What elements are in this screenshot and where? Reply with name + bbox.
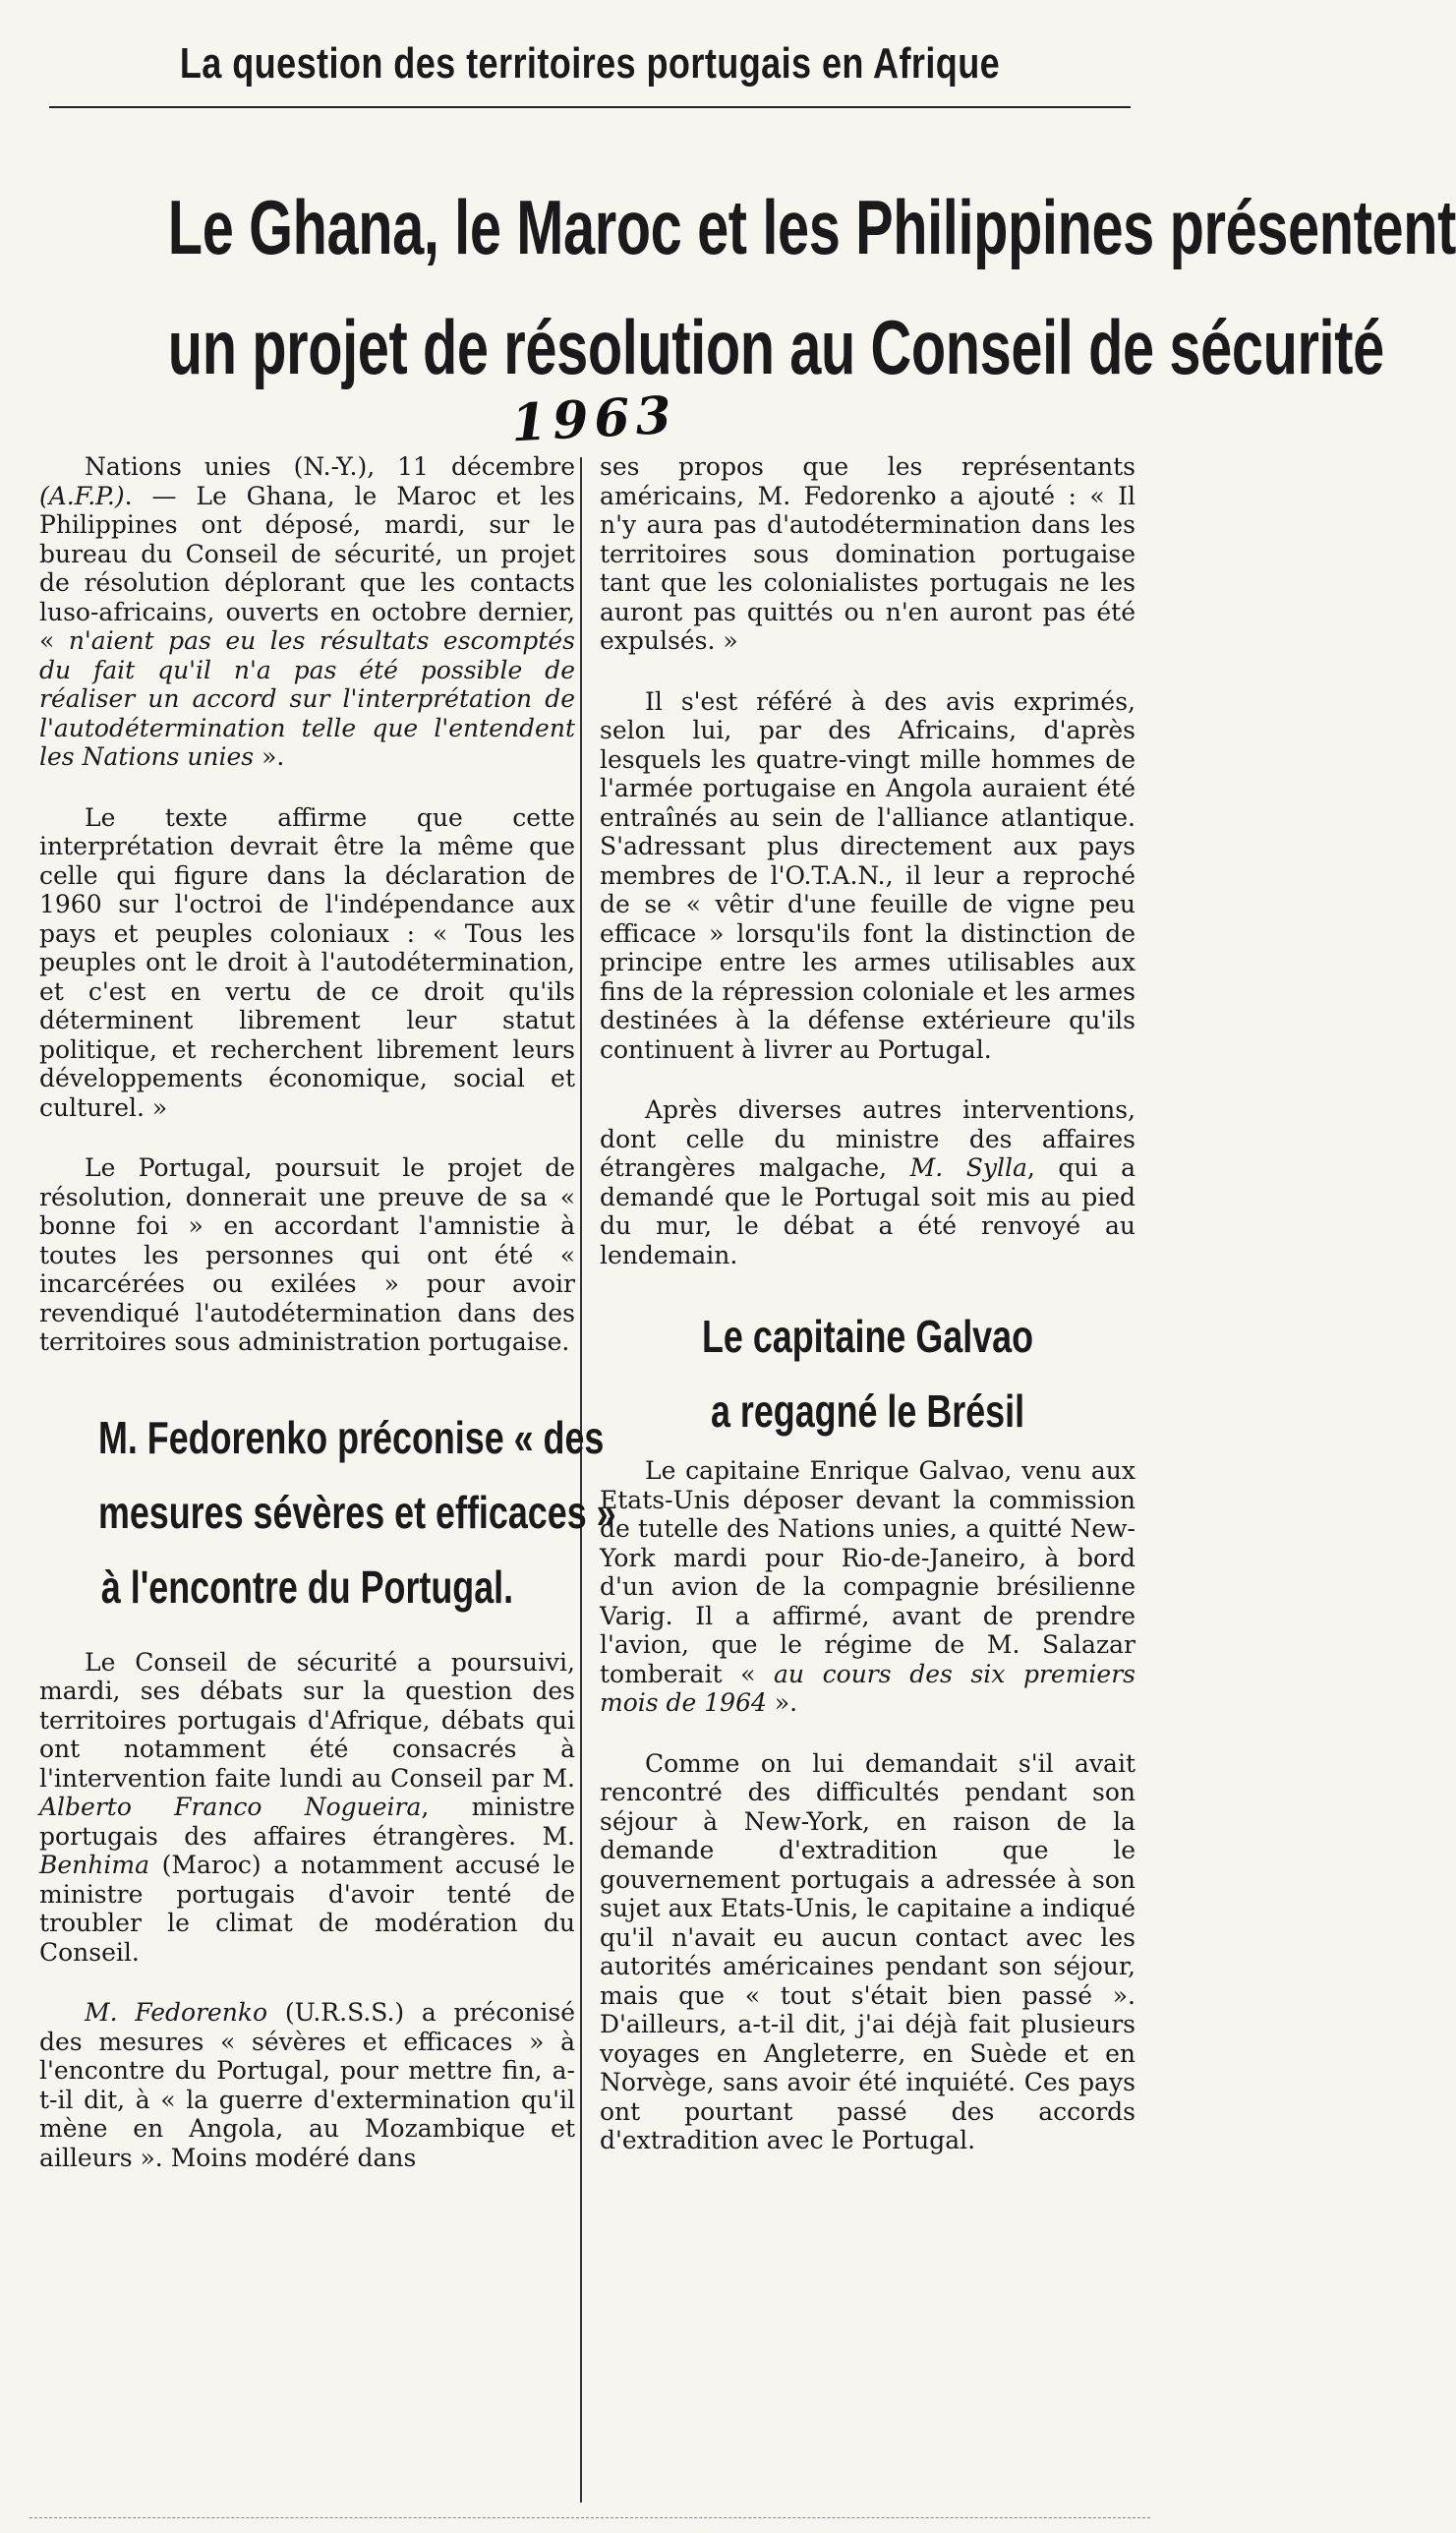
fedorenko-heading-line-1: M. Fedorenko préconise « des <box>97 1411 605 1463</box>
galvao-paragraph-1 <box>600 1456 1136 1718</box>
column-divider <box>580 457 582 2503</box>
person-name: Alberto Franco Nogueira <box>39 1793 422 1821</box>
fedorenko-paragraph-4 <box>600 1095 1136 1269</box>
kicker-title: La question des territoires portugais en Afrique <box>179 39 1001 88</box>
person-name: M. Sylla <box>909 1153 1027 1182</box>
quoted-italic-text: au cours des six premiers mois de 1964 <box>600 1659 1136 1717</box>
article-paragraph-3: Le Portugal, poursuit le projet de résolution, donnerait une preuve de sa « bonne foi » en accordant l'amnistie à toutes les personnes qui ont été « incarcérées ou exilées » pour avoir revendiqué l'autodétermination dans des territoires sous administration portugaise. <box>39 1153 575 1356</box>
paragraph-text: (Maroc) a notamment accusé le ministre portugais d'avoir tenté de troubler le climat de modération du Conseil. <box>39 1851 575 1967</box>
left-column <box>39 452 616 2172</box>
person-name: M. Fedorenko <box>85 1998 268 2027</box>
paragraph-text: (U.R.S.S.) a préconisé des mesures « sévères et efficaces » à l'encontre du Portugal, pour mettre fin, a-t-il dit, à « la guerre d'extermination qu'il mène en Angola, au Mozambique et ailleurs ». Moins modéré dans <box>39 1998 575 2172</box>
handwritten-year-annotation: 1963 <box>509 384 679 454</box>
galvao-heading-line-2: a regagné le Brésil <box>710 1385 1025 1437</box>
kicker-rule <box>49 106 1131 108</box>
article-paragraph-1 <box>39 452 575 772</box>
fedorenko-heading <box>39 1400 616 1624</box>
fedorenko-paragraph-1 <box>39 1648 575 1968</box>
paragraph-end: ». <box>254 742 285 771</box>
galvao-heading-line-1: Le capitaine Galvao <box>701 1311 1034 1362</box>
fedorenko-heading-line-2: mesures sévères et efficaces » <box>97 1486 616 1538</box>
paragraph-text: , ministre portugais des affaires étrangères. M. <box>39 1793 575 1851</box>
headline-line-1: Le Ghana, le Maroc et les Philippines présentent <box>167 184 1456 270</box>
galvao-heading <box>600 1299 1136 1448</box>
dateline: Nations unies (N.-Y.), 11 décembre <box>85 452 575 481</box>
galvao-paragraph-2: Comme on lui demandait s'il avait rencontré des difficultés pendant son séjour à New-York, en raison de la demande d'extradition que le gouvernement portugais a adressée à son sujet aux Etats-Unis, le capitaine a indiqué qu'il n'avait eu aucun contact avec les autorités américaines pendant son séjour, mais que « tout s'était bien passé ». D'ailleurs, a-t-il dit, j'ai déjà fait plusieurs voyages en Angleterre, en Suède et en Norvège, sans avoir été inquiété. Ces pays ont pourtant passé des accords d'extradition avec le Portugal. <box>600 1748 1136 2154</box>
fedorenko-paragraph-2-continued: ses propos que les représentants américains, M. Fedorenko a ajouté : « Il n'y aura pas d'autodétermination dans les territoires sous domination portugaise tant que les colonialistes portugais ne les auront pas quittés ou n'en auront pas été expulsés. » <box>600 452 1136 655</box>
agency-credit: (A.F.P.) <box>39 481 125 510</box>
paragraph-text: Après diverses autres interventions, dont celle du ministre des affaires étrangères malgache, <box>600 1095 1136 1182</box>
fedorenko-paragraph-3: Il s'est référé à des avis exprimés, selon lui, par des Africains, d'après lesquels les quatre-vingt mille hommes de l'armée portugaise en Angola auraient été entraînés au sein de l'alliance atlantique. S'adressant plus directement aux pays membres de l'O.T.A.N., il leur a reproché de se « vêtir d'une feuille de vigne peu efficace » lorsqu'ils font la distinction de principe entre les armes utilisables aux fins de la répression coloniale et les armes destinées à la défense extérieure qu'ils continuent à livrer au Portugal. <box>600 686 1136 1064</box>
fedorenko-paragraph-2 <box>39 1998 575 2172</box>
paragraph-text: . — Le Ghana, le Maroc et les Philippines ont déposé, mardi, sur le bureau du Conseil de sécurité, un projet de résolution déplorant que les contacts luso-africains, ouverts en octobre dernier, « <box>39 481 575 655</box>
paragraph-text: Le capitaine Enrique Galvao, venu aux Etats-Unis déposer devant la commission de tutelle des Nations unies, a quitté New-York mardi pour Rio-de-Janeiro, à bord d'un avion de la compagnie brésilienne Varig. Il a affirmé, avant de prendre l'avion, que le régime de M. Salazar tomberait « <box>600 1456 1136 1688</box>
paragraph-end: ». <box>766 1688 798 1717</box>
fedorenko-heading-line-3: à l'encontre du Portugal. <box>100 1561 514 1613</box>
quoted-italic-text: n'aient pas eu les résultats escomptés du fait qu'il n'a pas été possible de réaliser un accord sur l'interprétation de l'autodétermination telle que l'entendent les Nations unies <box>39 626 575 771</box>
person-name: Benhima <box>39 1851 149 1879</box>
bottom-rule <box>29 2517 1150 2518</box>
paragraph-text: Le Conseil de sécurité a poursuivi, mardi, ses débats sur la question des territoires portugais d'Afrique, débats qui ont notamment été consacrés à l'intervention faite lundi au Conseil par M. <box>39 1647 575 1793</box>
headline-line-2: un projet de résolution au Conseil de sécurité <box>167 304 1384 390</box>
paragraph-text: , qui a demandé que le Portugal soit mis au pied du mur, le débat a été renvoyé au lendemain. <box>600 1153 1136 1269</box>
article-paragraph-2: Le texte affirme que cette interprétation devrait être la même que celle qui figure dans la déclaration de 1960 sur l'octroi de l'indépendance aux pays et peuples coloniaux : « Tous les peuples ont le droit à l'autodétermination, et c'est en vertu de ce droit qu'ils déterminent librement leur statut politique, et recherchent librement leurs développements économique, social et culturel. » <box>39 802 575 1122</box>
right-column <box>600 452 1136 2155</box>
